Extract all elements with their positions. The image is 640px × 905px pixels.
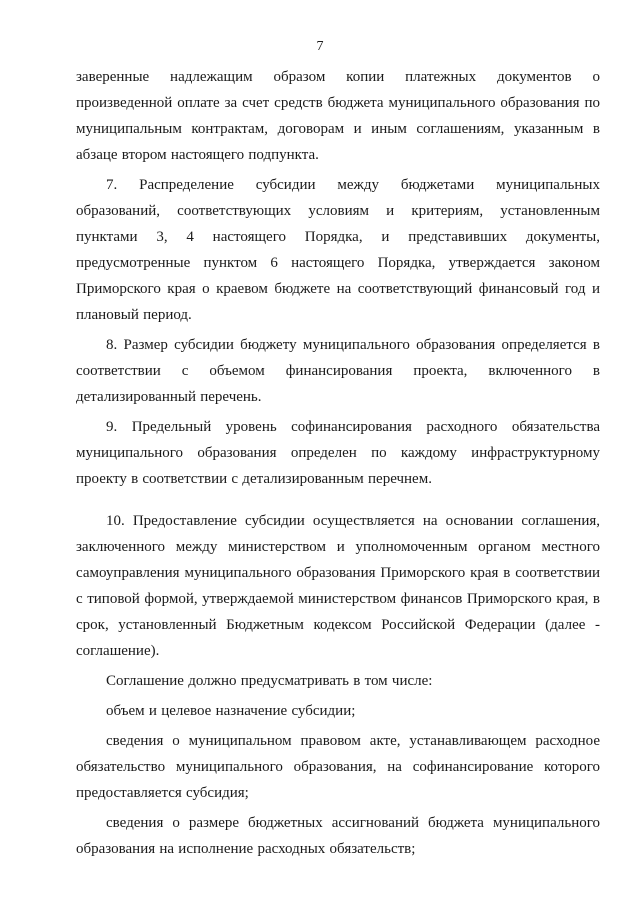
document-body [76,64,600,862]
paragraph-10: 10. Предоставление субсидии осуществляется на основании соглашения, заключенного между министерством и уполномоченным органом местного самоуправления муниципального образования Приморского края в соответствии с типовой формой, утверждаемой министерством финансов Приморского края, в срок, установленный Бюджетным кодексом Российской Федерации (далее - соглашение). [76,513,600,659]
paragraph-agreement-item-3: сведения о размере бюджетных ассигнований бюджета муниципального образования на исполнение расходных обязательств; [76,815,600,857]
paragraph-agreement-intro: Соглашение должно предусматривать в том числе: [106,673,433,689]
page-number: 7 [316,39,324,54]
paragraph-8: 8. Размер субсидии бюджету муниципального образования определяется в соответствии с объемом финансирования проекта, включенного в детализированный перечень. [76,337,600,405]
paragraph-agreement-item-1: объем и целевое назначение субсидии; [106,703,356,719]
paragraph-9: 9. Предельный уровень софинансирования расходного обязательства муниципального образования определен по каждому инфраструктурному проекту в соответствии с детализированным перечнем. [76,419,600,487]
paragraph-continuation: заверенные надлежащим образом копии платежных документов о произведенной оплате за счет средств бюджета муниципального образования по муниципальным контрактам, договорам и иным соглашениям, указанным в абзаце втором настоящего подпункта. [76,69,600,163]
paragraph-7: 7. Распределение субсидии между бюджетами муниципальных образований, соответствующих условиям и критериям, установленным пунктами 3, 4 настоящего Порядка, и представивших документы, предусмотренные пунктом 6 настоящего Порядка, утверждается законом Приморского края о краевом бюджете на соответствующий финансовый год и плановый период. [76,177,600,323]
paragraph-agreement-item-2: сведения о муниципальном правовом акте, устанавливающем расходное обязательство муниципального образования, на софинансирование которого предоставляется субсидия; [76,733,600,801]
